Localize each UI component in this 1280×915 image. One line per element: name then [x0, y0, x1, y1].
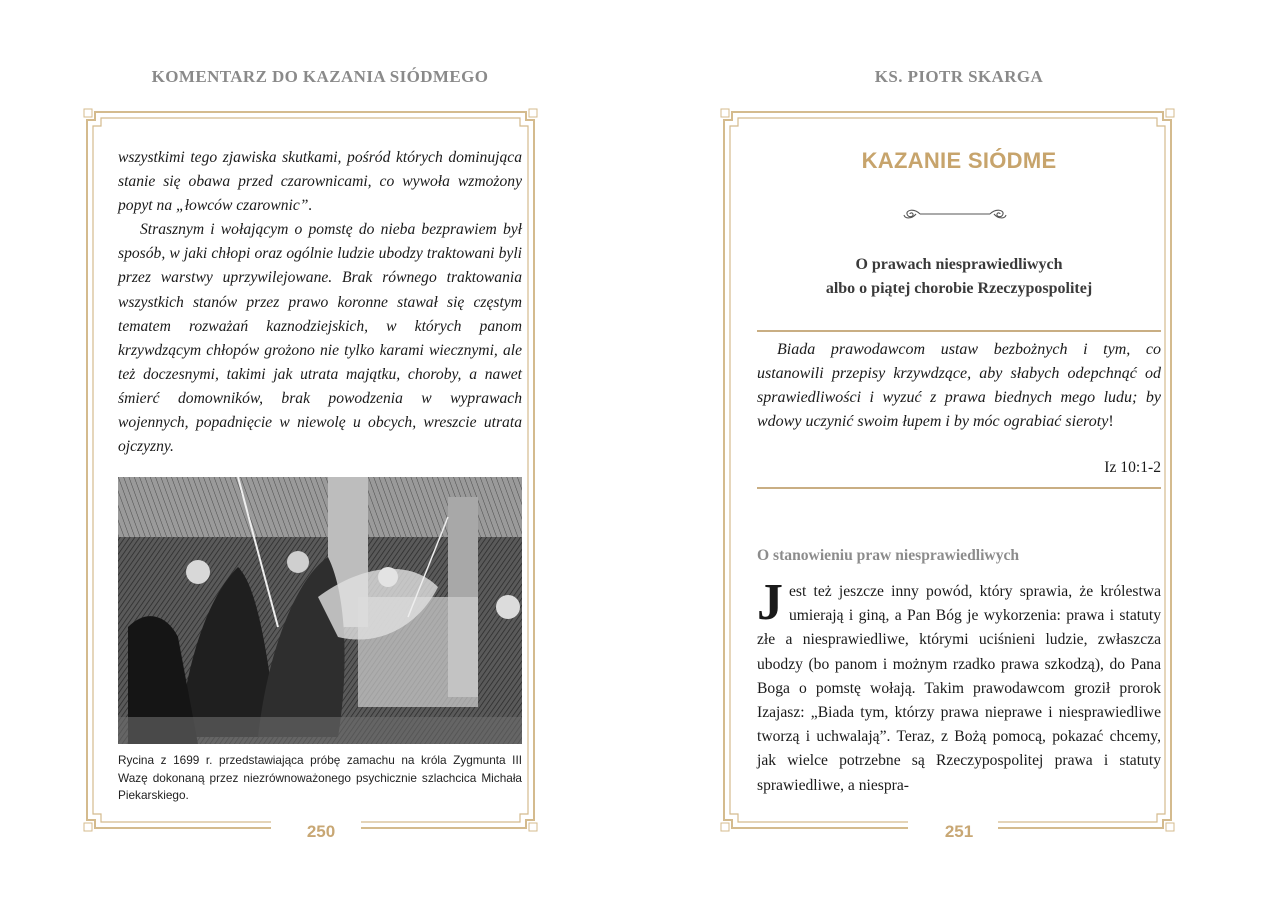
- figure-caption: Rycina z 1699 r. przedstawiająca próbę zamachu na króla Zygmunta III Wazę dokonaną przez niezrównoważonego psychicznie szlachcica Michała Piekarskiego.: [118, 753, 522, 802]
- quote-reference: Iz 10:1-2: [1104, 459, 1161, 476]
- page-number-left: 250: [306, 822, 336, 841]
- subtitle-line-2: albo o piątej chorobie Rzeczypospolitej: [825, 280, 1093, 297]
- main-text-body: est też jeszcze inny powód, który sprawia, że królestwa umierają i giną, a Pan Bóg je wykorzenia: prawa i statuty złe a niesprawiedliwe, którymi uciśnieni ludzie, zwłaszcza ubodzy (bo panom i możnym rzadko prawa szkodzą), do Pana Boga o pomstę wołają. Takim prawodawcom groził prorok Izajasz: „Biada tym, którzy prawa nieprawe i niesprawiedliwe tworzą i uchwalają”. Teraz, z Bożą pomocą, pokazać chcemy, jak wielce potrzebne są Rzeczypospolitej prawa i statuty sprawiedliwe, a niespra-: [757, 583, 1161, 794]
- running-head-right: KS. PIOTR SKARGA: [874, 67, 1044, 86]
- paragraph-2: Strasznym i wołającym o pomstę do nieba bezprawiem był sposób, w jaki chłopi oraz ogólnie ludzie ubodzy traktowani byli przez warstwy uprzywilejowane. Brak równego traktowania wszystkich stanów przez prawo koronne stawał się częstym tematem rozważań kaznodziejskich, w których panom krzywdzącym chłopów grożono nie tylko karami wiecznymi, ale też doczesnymi, takimi jak utrata majątku, choroby, a nawet śmierć domowników, brak powodzenia w wyprawach wojennych, popadnięcie w niewolę u obcych, wreszcie utrata ojczyzny.: [118, 221, 522, 456]
- chapter-subtitle: [757, 253, 1161, 301]
- engraving-image: [118, 477, 522, 744]
- running-head-left: KOMENTARZ DO KAZANIA SIÓDMEGO: [151, 67, 489, 86]
- epigraph-quote: [757, 338, 1161, 434]
- paragraph-1: wszystkimi tego zjawiska skutkami, pośród których dominująca stanie się obawa przed czarownicami, co wywoła wzmożony popyt na „łowców czarownic”.: [118, 149, 522, 215]
- quote-text: Biada prawodawcom ustaw bezbożnych i tym, co ustanowili przepisy krzywdzące, aby słabych odepchnąć od sprawiedliwości i wyzuć z prawa biednych mego ludu; by wdowy uczynić swoim łupem i by móc ograbiać sieroty: [757, 341, 1161, 431]
- quote-rule-bottom: [757, 487, 1161, 489]
- body-text-left: [118, 146, 522, 459]
- flourish-divider-icon: [902, 205, 1008, 223]
- drop-cap: J: [757, 574, 783, 631]
- section-heading: O stanowieniu praw niesprawiedliwych: [757, 547, 1020, 564]
- quote-end: !: [1108, 413, 1114, 431]
- main-text: [757, 574, 1161, 798]
- subtitle-line-1: O prawach niesprawiedliwych: [855, 256, 1063, 273]
- page-number-right: 251: [944, 822, 974, 841]
- quote-rule-top: [757, 330, 1161, 332]
- chapter-title: KAZANIE SIÓDME: [861, 148, 1057, 173]
